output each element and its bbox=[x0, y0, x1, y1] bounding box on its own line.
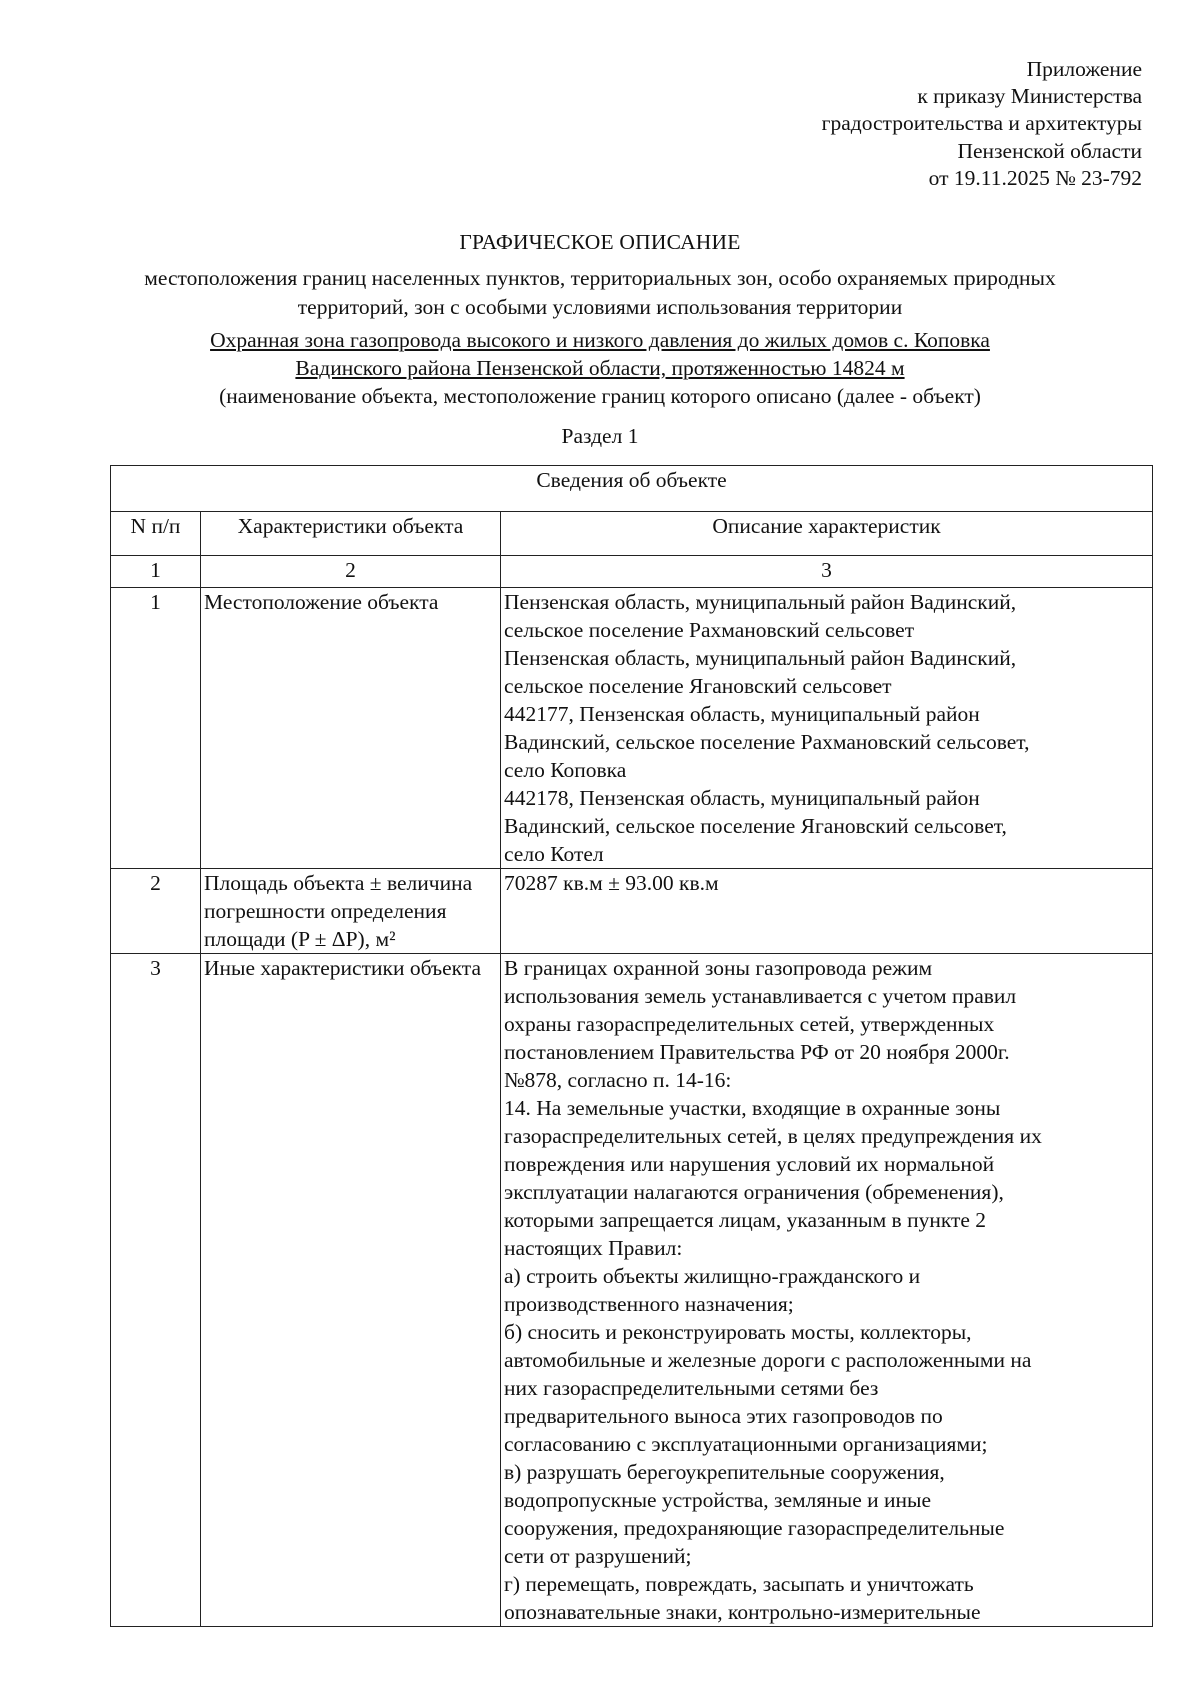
text-line: использования земель устанавливается с учетом правил bbox=[504, 984, 1017, 1008]
text-line: сооружения, предохраняющие газораспределительные bbox=[504, 1516, 1005, 1540]
object-name-line: Вадинского района Пензенской области, протяженностью 14824 м bbox=[295, 356, 905, 380]
text-line: погрешности определения bbox=[204, 899, 447, 923]
header-number: N п/п bbox=[111, 512, 201, 556]
text-line: Иные характеристики объекта bbox=[204, 956, 482, 980]
text-line: сельское поселение Рахмановский сельсовет bbox=[504, 618, 915, 642]
row-description bbox=[501, 869, 1153, 954]
column-number: 2 bbox=[201, 556, 501, 588]
text-line: газораспределительных сетей, в целях предупреждения их bbox=[504, 1124, 1042, 1148]
text-line: них газораспределительными сетями без bbox=[504, 1376, 879, 1400]
text-line: а) строить объекты жилищно-гражданского и bbox=[504, 1264, 921, 1288]
object-info-table bbox=[110, 465, 1153, 1627]
header-description: Описание характеристик bbox=[501, 512, 1153, 556]
appendix-line: от 19.11.2025 № 23-792 bbox=[928, 165, 1142, 190]
appendix-line: Приложение bbox=[1026, 57, 1142, 81]
header-characteristic: Характеристики объекта bbox=[201, 512, 501, 556]
appendix-line: градостроительства и архитектуры bbox=[821, 111, 1142, 136]
text-line: 70287 кв.м ± 93.00 кв.м bbox=[504, 871, 719, 895]
row-number: 1 bbox=[111, 588, 201, 869]
object-caption: (наименование объекта, местоположение границ которого описано (далее - объект) bbox=[219, 384, 981, 408]
document-subtitle bbox=[100, 264, 1100, 322]
section-heading: Раздел 1 bbox=[561, 424, 639, 448]
object-name bbox=[100, 326, 1100, 382]
text-line: Пензенская область, муниципальный район Вадинский, bbox=[504, 646, 1017, 670]
appendix-block bbox=[822, 56, 1142, 192]
text-line: автомобильные и железные дороги с расположенными на bbox=[504, 1348, 1032, 1372]
table-row bbox=[111, 869, 1153, 954]
text-line: Местоположение объекта bbox=[204, 590, 439, 614]
text-line: согласованию с эксплуатационными организациями; bbox=[504, 1432, 988, 1456]
text-line: предварительного выноса этих газопроводов по bbox=[504, 1404, 943, 1428]
row-number: 3 bbox=[111, 954, 201, 1627]
subtitle-line: территорий, зон с особыми условиями использования территории bbox=[297, 295, 903, 319]
text-line: сети от разрушений; bbox=[504, 1544, 692, 1568]
text-line: Вадинский, сельское поселение Рахмановский сельсовет, bbox=[504, 730, 1030, 754]
table-row bbox=[111, 588, 1153, 869]
column-number: 1 bbox=[111, 556, 201, 588]
table-row bbox=[111, 954, 1153, 1627]
table-header-row bbox=[111, 512, 1153, 556]
column-number: 3 bbox=[501, 556, 1153, 588]
text-line: в) разрушать берегоукрепительные сооружения, bbox=[504, 1460, 945, 1484]
row-number: 2 bbox=[111, 869, 201, 954]
text-line: №878, согласно п. 14-16: bbox=[504, 1068, 732, 1092]
text-line: Площадь объекта ± величина bbox=[204, 871, 473, 895]
appendix-line: Пензенской области bbox=[957, 138, 1142, 163]
text-line: постановлением Правительства РФ от 20 ноября 2000г. bbox=[504, 1040, 1010, 1064]
table-caption: Сведения об объекте bbox=[111, 466, 1153, 512]
text-line: село Коповка bbox=[504, 758, 627, 782]
text-line: Пензенская область, муниципальный район Вадинский, bbox=[504, 590, 1017, 614]
title-block bbox=[100, 228, 1100, 450]
text-line: В границах охранной зоны газопровода режим bbox=[504, 956, 933, 980]
text-line: Вадинский, сельское поселение Ягановский сельсовет, bbox=[504, 814, 1007, 838]
text-line: охраны газораспределительных сетей, утвержденных bbox=[504, 1012, 995, 1036]
text-line: производственного назначения; bbox=[504, 1292, 794, 1316]
appendix-line: к приказу Министерства bbox=[917, 84, 1142, 109]
text-line: сельское поселение Ягановский сельсовет bbox=[504, 674, 892, 698]
subtitle-line: местоположения границ населенных пунктов, территориальных зон, особо охраняемых природных bbox=[144, 266, 1056, 290]
column-number-row bbox=[111, 556, 1153, 588]
row-description bbox=[501, 588, 1153, 869]
text-line: г) перемещать, повреждать, засыпать и уничтожать bbox=[504, 1572, 974, 1596]
text-line: эксплуатации налагаются ограничения (обременения), bbox=[504, 1180, 1004, 1204]
text-line: опознавательные знаки, контрольно-измерительные bbox=[504, 1600, 981, 1624]
text-line: село Котел bbox=[504, 842, 604, 866]
text-line: 14. На земельные участки, входящие в охранные зоны bbox=[504, 1096, 1001, 1120]
text-line: повреждения или нарушения условий их нормальной bbox=[504, 1152, 995, 1176]
row-characteristic bbox=[201, 954, 501, 1627]
object-name-line: Охранная зона газопровода высокого и низкого давления до жилых домов с. Коповка bbox=[210, 328, 990, 352]
text-line: которыми запрещается лицам, указанным в пункте 2 bbox=[504, 1208, 987, 1232]
text-line: б) сносить и реконструировать мосты, коллекторы, bbox=[504, 1320, 972, 1344]
text-line: 442177, Пензенская область, муниципальный район bbox=[504, 702, 980, 726]
text-line: площади (P ± ΔP), м² bbox=[204, 927, 396, 951]
text-line: водопропускные устройства, земляные и иные bbox=[504, 1488, 932, 1512]
text-line: настоящих Правил: bbox=[504, 1236, 683, 1260]
row-description bbox=[501, 954, 1153, 1627]
document-title: ГРАФИЧЕСКОЕ ОПИСАНИЕ bbox=[459, 230, 741, 254]
row-characteristic bbox=[201, 869, 501, 954]
row-characteristic bbox=[201, 588, 501, 869]
text-line: 442178, Пензенская область, муниципальный район bbox=[504, 786, 980, 810]
